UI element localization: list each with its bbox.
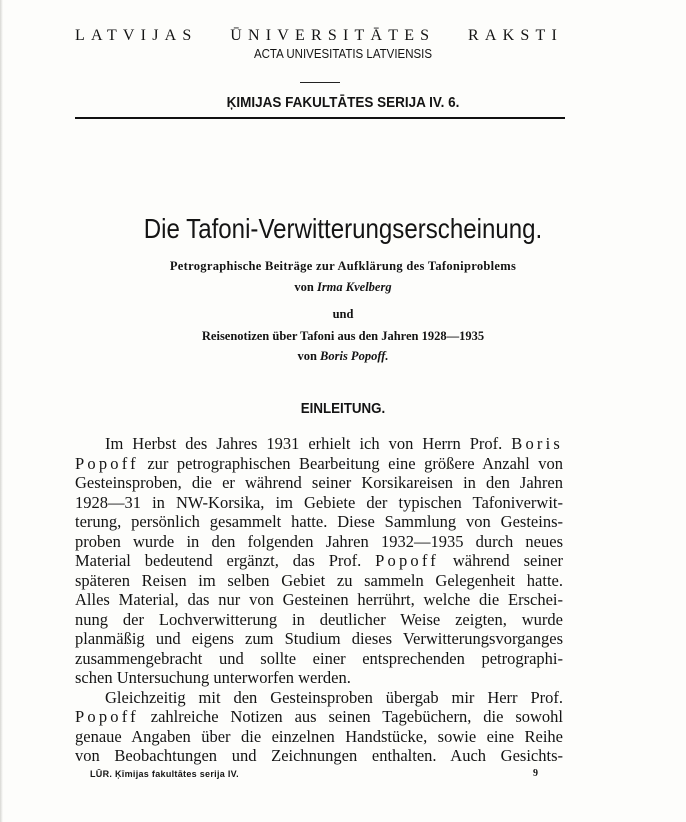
text-run: Gesteinsproben, die er während seiner Korsikareisen in den Jahren: [75, 473, 563, 492]
byline-prefix: von: [294, 280, 317, 294]
text-run: Alles Material, das nur von Gesteinen herrührt, welche die Erschei-: [75, 590, 563, 609]
footer-journal-reference: LŪR. Ķīmijas fakultātes serija IV.: [90, 769, 239, 779]
text-run: terung, persönlich gesammelt hatte. Diese Sammlung von Gesteins-: [75, 512, 563, 531]
body-line: [75, 707, 563, 727]
page-edge-shadow: [0, 0, 3, 822]
journal-latin-title: ACTA UNIVESITATIS LATVIENSIS: [253, 47, 433, 61]
article-subtitle-2: Reisenotizen über Tafoni aus den Jahren 1928—1935: [201, 329, 485, 343]
text-run: späteren Reisen im selben Gebiet zu sammeln Gelegenheit hatte.: [75, 570, 563, 590]
body-line: [75, 493, 563, 513]
body-line: [75, 727, 563, 747]
text-run: nung der Lochverwitterung in deutlicher Weise zeigten, wurde: [75, 609, 563, 629]
article-subtitle-1: Petrographische Beiträge zur Aufklärung des Tafoniproblems: [169, 259, 517, 273]
spaced-name: Popoff: [75, 453, 139, 473]
series-title: ĶIMIJAS FAKULTĀTES SERIJA IV. 6.: [226, 94, 460, 111]
byline-prefix: von: [297, 349, 321, 363]
text-run: proben wurde in den folgenden Jahren 1932—1935 durch neues: [75, 531, 563, 551]
article-title: Die Tafoni-Verwitterungserscheinung.: [143, 213, 543, 244]
body-line: [75, 454, 563, 474]
text-run: Material bedeutend ergänzt, das Prof.: [75, 551, 376, 570]
body-line: [75, 590, 563, 610]
text-run: planmäßig und eigens zum Studium dieses Verwitterungsvorganges: [75, 629, 563, 648]
body-line: [75, 571, 563, 591]
spaced-name: Boris: [511, 434, 563, 453]
body-line: [105, 434, 563, 454]
text-run: Im Herbst des Jahres 1931 erhielt ich von Herrn Prof.: [105, 434, 512, 453]
spaced-name: Popoff: [75, 707, 139, 726]
text-run: genaue Angaben über die einzelnen Handstücke, sowie eine Reihe: [75, 726, 563, 746]
text-run: zahlreiche Notizen aus seinen Tagebüchern, die sowohl: [138, 707, 563, 726]
conjunction: und: [332, 307, 354, 321]
body-line: [75, 649, 563, 669]
journal-title: LATVIJAS ŪNIVERSITĀTES RAKSTI: [75, 27, 563, 44]
body-line: [75, 610, 563, 630]
body-line: [75, 668, 563, 688]
section-heading: EINLEITUNG.: [300, 401, 386, 417]
body-line: [75, 746, 563, 766]
text-run: schen Untersuchung unterworfen werden.: [75, 668, 351, 687]
page-number: 9: [533, 768, 538, 779]
author-1: Irma Kvelberg: [316, 280, 392, 294]
spaced-name: Popoff: [375, 551, 439, 570]
text-run: zusammengebracht und sollte einer entsprechenden petrographi-: [75, 648, 563, 668]
body-line: [105, 688, 563, 708]
body-line: [75, 473, 563, 493]
header-divider: [75, 117, 565, 119]
byline-1: [0, 280, 686, 295]
body-line: [75, 551, 563, 571]
body-line: [75, 512, 563, 532]
body-line: [75, 532, 563, 552]
text-run: von Beobachtungen und Zeichnungen enthalten. Auch Gesichts-: [75, 746, 563, 765]
short-divider: [300, 82, 340, 83]
author-2: Boris Popoff.: [320, 349, 389, 363]
text-run: zur petrographischen Bearbeitung eine größere Anzahl von: [138, 453, 563, 473]
text-run: Gleichzeitig mit den Gesteinsproben übergab mir Herr Prof.: [105, 687, 563, 707]
byline-2: [0, 349, 686, 364]
text-run: während seiner: [438, 551, 563, 570]
text-run: 1928—31 in NW-Korsika, im Gebiete der typischen Tafoniverwit-: [75, 492, 563, 512]
body-line: [75, 629, 563, 649]
